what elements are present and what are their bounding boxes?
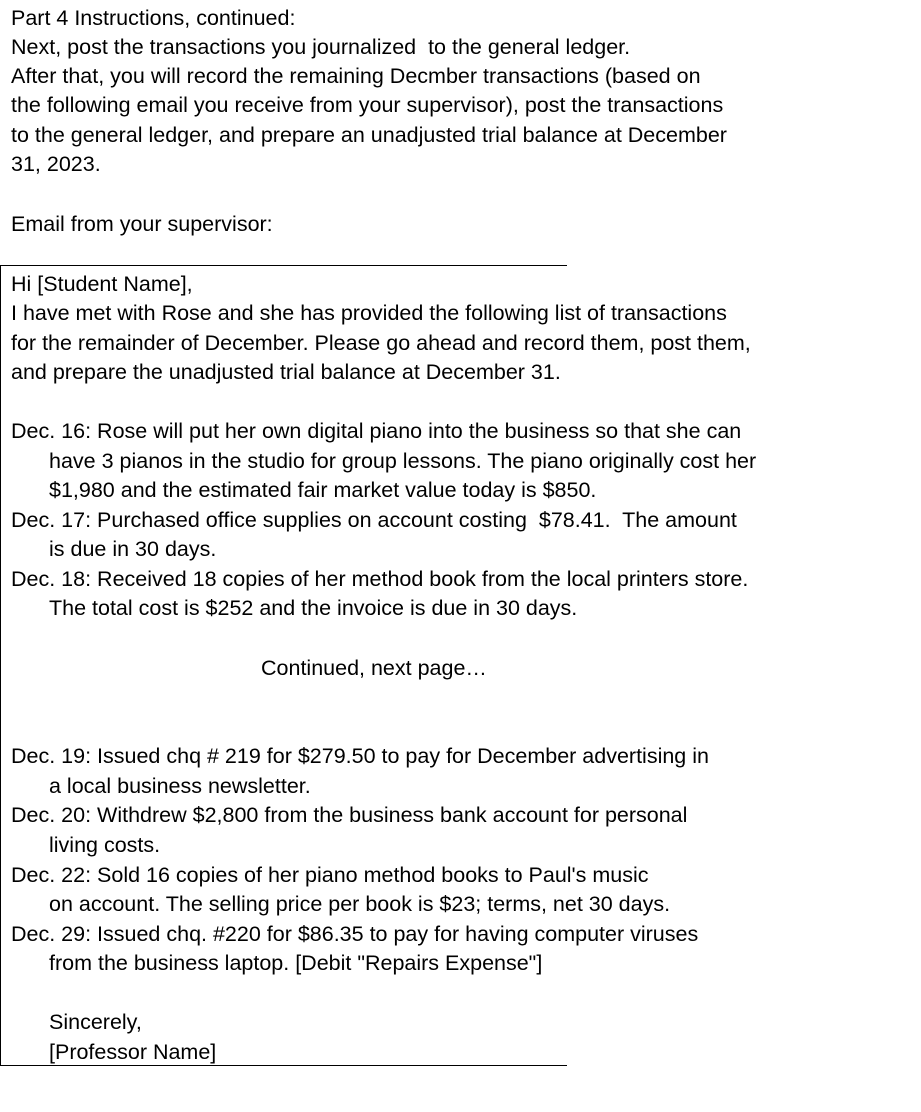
email-intro-line: for the remainder of December. Please go ahead and record them, post them, — [11, 331, 751, 355]
transaction-dec-20: Dec. 20: Withdrew $2,800 from the business bank account for personal — [11, 803, 688, 827]
transaction-dec-19-cont: a local business newsletter. — [49, 774, 311, 798]
email-signature: [Professor Name] — [49, 1040, 217, 1064]
transaction-dec-18: Dec. 18: Received 18 copies of her method book from the local printers store. — [11, 567, 749, 591]
email-label: Email from your supervisor: — [11, 212, 273, 236]
transaction-dec-16: Dec. 16: Rose will put her own digital piano into the business so that she can — [11, 419, 742, 443]
transaction-dec-29: Dec. 29: Issued chq. #220 for $86.35 to pay for having computer viruses — [11, 922, 699, 946]
transaction-dec-22: Dec. 22: Sold 16 copies of her piano method books to Paul's music — [11, 863, 649, 887]
transaction-dec-16-cont: $1,980 and the estimated fair market value today is $850. — [49, 478, 597, 502]
transaction-dec-22-cont: on account. The selling price per book is $23; terms, net 30 days. — [49, 892, 671, 916]
email-closing: Sincerely, — [49, 1010, 142, 1034]
transaction-dec-17: Dec. 17: Purchased office supplies on account costing $78.41. The amount — [11, 508, 737, 532]
continued-note: Continued, next page… — [261, 656, 487, 680]
instructions-line: After that, you will record the remaining Decmber transactions (based on — [11, 64, 701, 88]
transaction-dec-17-cont: is due in 30 days. — [49, 537, 217, 561]
transaction-dec-18-cont: The total cost is $252 and the invoice is due in 30 days. — [49, 596, 578, 620]
transaction-dec-19: Dec. 19: Issued chq # 219 for $279.50 to pay for December advertising in — [11, 744, 709, 768]
email-intro-line: I have met with Rose and she has provided the following list of transactions — [11, 301, 727, 325]
email-intro-line: and prepare the unadjusted trial balance at December 31. — [11, 360, 561, 384]
email-box-top-border — [0, 265, 567, 266]
transaction-dec-20-cont: living costs. — [49, 833, 161, 857]
instructions-line: 31, 2023. — [11, 152, 101, 176]
email-greeting: Hi [Student Name], — [11, 272, 193, 296]
instructions-heading: Part 4 Instructions, continued: — [11, 6, 296, 30]
transaction-dec-29-cont: from the business laptop. [Debit "Repairs Expense"] — [49, 951, 543, 975]
email-box-left-border — [0, 265, 1, 1065]
instructions-line: to the general ledger, and prepare an unadjusted trial balance at December — [11, 123, 727, 147]
transaction-dec-16-cont: have 3 pianos in the studio for group lessons. The piano originally cost her — [49, 449, 757, 473]
instructions-line: Next, post the transactions you journalized to the general ledger. — [11, 35, 631, 59]
instructions-line: the following email you receive from your supervisor), post the transactions — [11, 93, 724, 117]
